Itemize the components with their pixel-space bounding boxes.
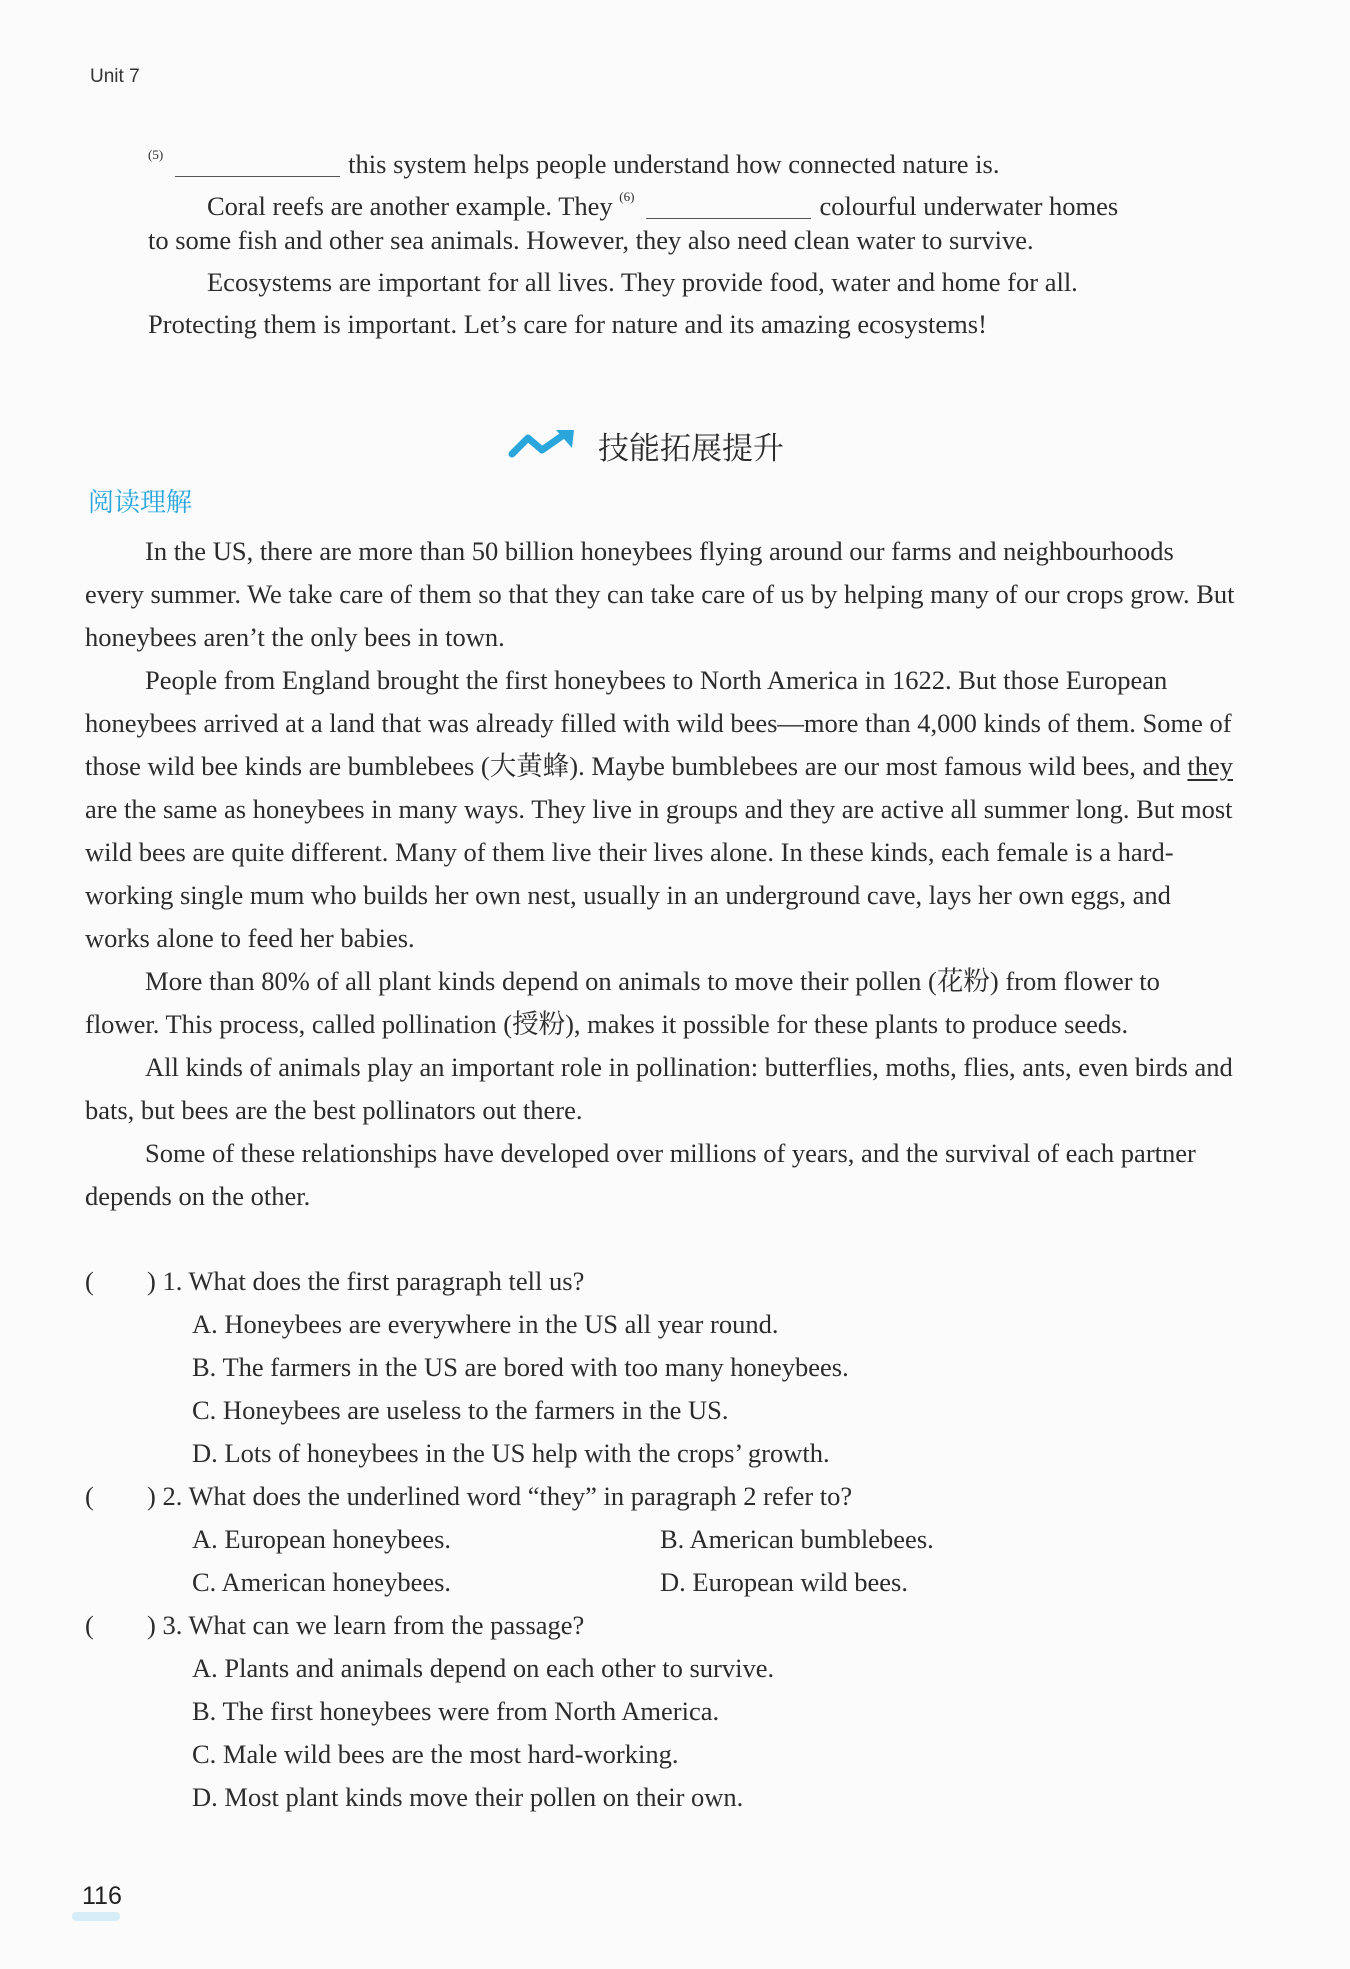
paragraph-4: All kinds of animals play an important role in pollination: butterflies, moths, flies, ants, even birds and bats, but bees are the best pollinators out there.	[85, 1052, 1233, 1125]
paragraph-1: In the US, there are more than 50 billion honeybees flying around our farms and neighbourhoods every summer. We take care of them so that they can take care of us by helping many of our crops grow. But honeybees aren’t the only bees in town.	[85, 536, 1235, 652]
page-number: 116	[82, 1882, 122, 1910]
reading-comprehension-heading: 阅读理解	[88, 488, 193, 518]
trend-up-icon	[508, 428, 578, 462]
question-2-option-a[interactable]: A. European honeybees.	[192, 1524, 452, 1554]
question-2-stem: ) 2. What does the underlined word “they” in paragraph 2 refer to?	[147, 1481, 853, 1511]
answer-paren-3[interactable]: (	[85, 1610, 94, 1640]
passage-line-2-post: colourful underwater homes	[819, 191, 1119, 221]
question-1-option-b[interactable]: B. The farmers in the US are bored with too many honeybees.	[192, 1352, 849, 1382]
question-2	[85, 1475, 852, 1518]
underlined-word-they: they	[1187, 751, 1234, 781]
passage-line-1-text: this system helps people understand how connected nature is.	[348, 149, 1000, 179]
page-number-highlight	[72, 1912, 120, 1921]
question-2-option-b[interactable]: B. American bumblebees.	[660, 1524, 934, 1554]
passage-line-2-pre: Coral reefs are another example. They	[207, 191, 613, 221]
answer-blank-6[interactable]	[646, 190, 811, 219]
question-2-option-d[interactable]: D. European wild bees.	[660, 1567, 908, 1597]
question-2-option-c[interactable]: C. American honeybees.	[192, 1567, 452, 1597]
answer-paren-2[interactable]: (	[85, 1481, 94, 1511]
reading-passage	[85, 530, 1235, 1218]
question-3-option-a[interactable]: A. Plants and animals depend on each other to survive.	[192, 1653, 775, 1683]
passage-line-3: to some fish and other sea animals. However, they also need clean water to survive.	[148, 225, 1034, 255]
answer-paren-1[interactable]: (	[85, 1266, 94, 1296]
paragraph-3: More than 80% of all plant kinds depend on animals to move their pollen (花粉) from flower to flower. This process, called pollination (授粉), makes it possible for these plants to produce seeds.	[85, 966, 1160, 1039]
paragraph-2-before: People from England brought the first honeybees to North America in 1622. But those European honeybees arrived at a land that was already filled with wild bees—more than 4,000 kinds of them. Some of those wild bee kinds are bumblebees (大黄蜂). Maybe bumblebees are our most famous wild bees, and	[85, 665, 1232, 781]
question-1-stem: ) 1. What does the first paragraph tell us?	[147, 1266, 585, 1296]
question-3-stem: ) 3. What can we learn from the passage?	[147, 1610, 585, 1640]
question-1	[85, 1260, 584, 1303]
blank-number-5: (5)	[148, 147, 164, 162]
passage-line-4: Ecosystems are important for all lives. They provide food, water and home for all.	[207, 267, 1078, 297]
question-1-option-a[interactable]: A. Honeybees are everywhere in the US all year round.	[192, 1309, 779, 1339]
answer-blank-5[interactable]	[175, 148, 340, 177]
question-3-option-c[interactable]: C. Male wild bees are the most hard-working.	[192, 1739, 679, 1769]
section-title	[508, 420, 784, 470]
question-1-option-d[interactable]: D. Lots of honeybees in the US help with the crops’ growth.	[192, 1438, 830, 1468]
passage-line-5: Protecting them is important. Let’s care for nature and its amazing ecosystems!	[148, 309, 987, 339]
unit-label: Unit 7	[90, 66, 140, 87]
blank-number-6: (6)	[619, 189, 635, 204]
question-1-option-c[interactable]: C. Honeybees are useless to the farmers in the US.	[192, 1395, 729, 1425]
question-3	[85, 1604, 584, 1647]
paragraph-2	[85, 659, 1235, 960]
question-3-option-b[interactable]: B. The first honeybees were from North America.	[192, 1696, 720, 1726]
question-3-option-d[interactable]: D. Most plant kinds move their pollen on their own.	[192, 1782, 744, 1812]
paragraph-2-after: are the same as honeybees in many ways. They live in groups and they are active all summer long. But most wild bees are quite different. Many of them live their lives alone. In these kinds, each female is a hard-working single mum who builds her own nest, usually in an underground cave, lays her own eggs, and works alone to feed her babies.	[85, 794, 1233, 953]
paragraph-5: Some of these relationships have developed over millions of years, and the survival of each partner depends on the other.	[85, 1138, 1196, 1211]
section-title-text: 技能拓展提升	[598, 430, 784, 467]
